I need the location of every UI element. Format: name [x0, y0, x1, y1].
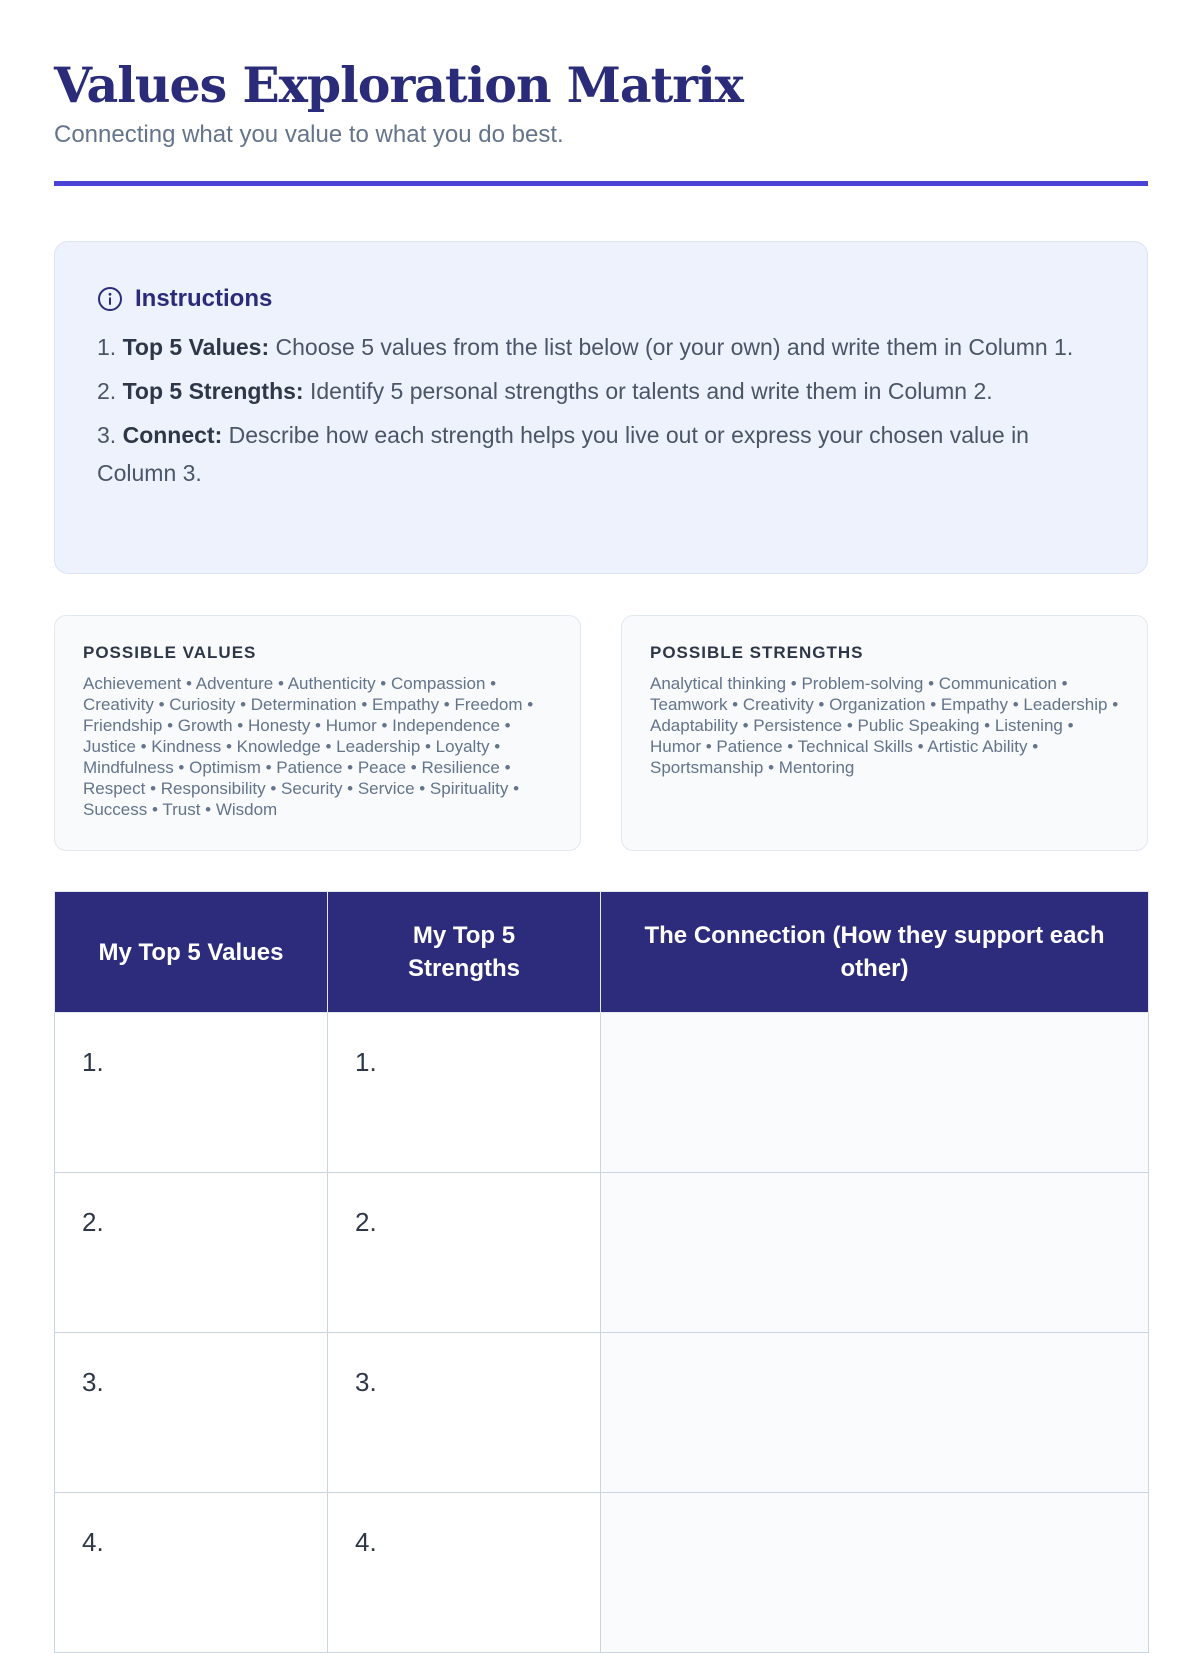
connection-cell[interactable]: [601, 1333, 1149, 1493]
possible-values-heading: POSSIBLE VALUES: [83, 643, 257, 662]
table-row: [55, 1493, 1149, 1653]
column-header-values: My Top 5 Values: [55, 892, 328, 1013]
possible-strengths-heading: POSSIBLE STRENGTHS: [650, 643, 864, 662]
strength-cell[interactable]: 4.: [328, 1493, 601, 1653]
column-header-connection: The Connection (How they support each other): [601, 892, 1149, 1013]
table-row: [55, 1333, 1149, 1493]
instruction-step: 2. Top 5 Strengths: Identify 5 personal strengths or talents and write them in Column 2.: [97, 378, 993, 404]
strength-cell[interactable]: 3.: [328, 1333, 601, 1493]
instructions-header: [97, 284, 1107, 314]
possible-values-box: [54, 615, 581, 851]
value-cell[interactable]: 4.: [55, 1493, 328, 1653]
table-header-row: [55, 892, 1149, 1013]
page-subtitle: Connecting what you value to what you do best.: [54, 121, 564, 148]
reference-boxes: [54, 615, 1148, 851]
strength-cell[interactable]: 1.: [328, 1013, 601, 1173]
table-row: [55, 1173, 1149, 1333]
connection-cell[interactable]: [601, 1173, 1149, 1333]
info-icon: [97, 286, 123, 312]
header: [54, 52, 1148, 150]
header-divider: [54, 181, 1148, 186]
value-cell[interactable]: 2.: [55, 1173, 328, 1333]
instruction-step: 1. Top 5 Values: Choose 5 values from the list below (or your own) and write them in Column 1.: [97, 334, 1074, 360]
strength-cell[interactable]: 2.: [328, 1173, 601, 1333]
value-cell[interactable]: 1.: [55, 1013, 328, 1173]
values-matrix-table: [54, 891, 1149, 1653]
possible-strengths-list: Analytical thinking • Problem-solving • Communication • Teamwork • Creativity • Organization • Empathy • Leadership • Adaptability • Persistence • Public Speaking • Listening • Humor • Patience • Technical Skills • Artistic Ability • Sportsmanship • Mentoring: [650, 674, 1119, 777]
possible-values-list: Achievement • Adventure • Authenticity • Compassion • Creativity • Curiosity • Determination • Empathy • Freedom • Friendship • Growth • Honesty • Humor • Independence • Justice • Kindness • Knowledge • Leadership • Loyalty • Mindfulness • Optimism • Patience • Peace • Resilience • Respect • Responsibility • Security • Service • Spirituality • Success • Trust • Wisdom: [83, 674, 534, 819]
possible-strengths-box: [621, 615, 1148, 851]
table-row: [55, 1013, 1149, 1173]
instructions-title: Instructions: [135, 285, 273, 312]
instructions-panel: [54, 241, 1148, 574]
instructions-list: [97, 328, 1107, 492]
page-title: Values Exploration Matrix: [54, 56, 743, 114]
value-cell[interactable]: 3.: [55, 1333, 328, 1493]
instruction-step: 3. Connect: Describe how each strength helps you live out or express your chosen value in Column 3.: [97, 422, 1029, 486]
column-header-strengths: My Top 5 Strengths: [328, 892, 601, 1013]
connection-cell[interactable]: [601, 1013, 1149, 1173]
connection-cell[interactable]: [601, 1493, 1149, 1653]
